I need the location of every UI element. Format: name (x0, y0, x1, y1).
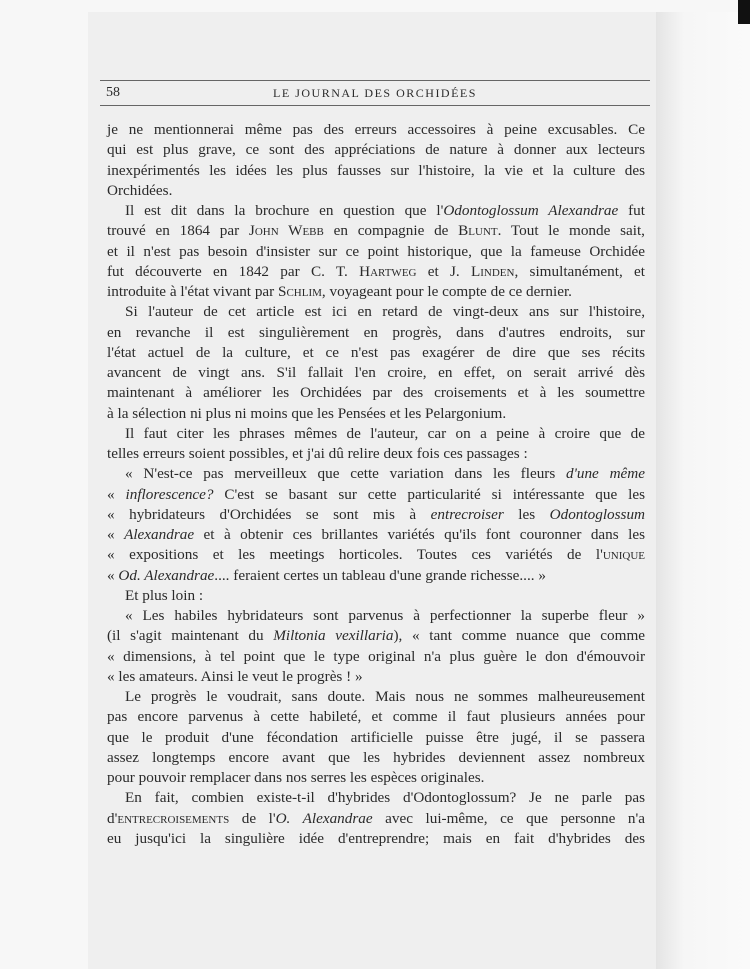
text-segment: « hybridateurs d'Orchidées se sont mis à (107, 505, 431, 523)
text-line (107, 363, 645, 383)
text-segment: « (107, 526, 125, 543)
text-line (107, 829, 645, 849)
text-segment: fut découverte en 1842 par C. T. (107, 262, 360, 280)
text-line (107, 161, 645, 181)
text-segment: « expositions et les meetings horticoles. Toutes ces variétés de l' (107, 546, 603, 564)
text-segment: « N'est-ce pas merveilleux que cette variation dans les fleurs (125, 465, 567, 483)
text-segment: je ne mentionnerai même pas des erreurs accessoires à peine excusables. Ce (107, 121, 645, 138)
italic-text: Alexandrae (124, 526, 195, 543)
text-line (107, 707, 645, 727)
italic-text: d'une même (566, 465, 645, 483)
text-segment: en revanche il est singulièrement en progrès, dans d'autres endroits, sur (107, 323, 645, 341)
small-caps-text: Hartweg (359, 262, 417, 280)
text-line (107, 566, 645, 586)
text-line (107, 262, 645, 282)
small-caps-text: Blunt (458, 222, 498, 240)
text-segment: de l' (229, 809, 276, 827)
text-segment: avancent de vingt ans. S'il fallait l'en croire, en effet, on serait arrivé dès (107, 364, 645, 381)
text-line (107, 404, 645, 424)
text-segment: « (107, 566, 119, 584)
text-line (107, 809, 645, 829)
text-segment: que le produit d'une fécondation artificielle puisse être jugé, il se passera (107, 728, 645, 746)
text-segment: « Les habiles hybridateurs sont parvenus à perfectionner la superbe fleur » (125, 607, 645, 624)
small-caps-text: Schlim (278, 283, 322, 300)
text-line (107, 485, 645, 505)
running-title: LE JOURNAL DES ORCHIDÉES (273, 86, 477, 100)
text-segment: .... feraient certes un tableau d'une grande richesse.... » (214, 566, 546, 584)
text-segment: Le progrès le voudrait, sans doute. Mais nous ne sommes malheureusement (125, 688, 645, 705)
text-segment: Si l'auteur de cet article est ici en retard de vingt-deux ans sur l'histoire, (125, 303, 645, 321)
text-segment: C'est se basant sur cette particularité si intéressante que les (213, 485, 645, 503)
page-gutter-shadow (656, 12, 750, 969)
text-line (107, 728, 645, 748)
text-segment: eu jusqu'ici la singulière idée d'entreprendre; mais en fait d'hybrides des (107, 829, 645, 847)
text-segment: assez longtemps encore avant que les hybrides deviennent assez nombreux (107, 748, 645, 766)
italic-text: entrecroiser (430, 505, 504, 523)
text-segment: . Tout le monde sait, (497, 222, 645, 240)
italic-text: Od. Alexandrae (118, 566, 215, 584)
small-caps-text: entrecroisements (117, 809, 230, 827)
text-segment: introduite à l'état vivant par (107, 283, 279, 300)
text-segment: fut (618, 202, 645, 219)
text-segment: l'état actuel de la culture, et ce n'est pas exagérer de dire que ses récits (107, 343, 645, 361)
text-segment: qui est plus grave, ce sont des appréciations de nature à donner aux lecteurs (107, 141, 645, 159)
text-line (107, 383, 645, 403)
text-line (107, 687, 645, 707)
text-line (107, 181, 645, 201)
text-line (107, 221, 645, 241)
text-segment: Il faut citer les phrases mêmes de l'auteur, car on a peine à croire que de (125, 424, 645, 442)
text-line (107, 768, 645, 788)
text-line (107, 505, 645, 525)
italic-text: O. Alexandrae (275, 809, 373, 827)
text-line (107, 667, 645, 687)
text-line (107, 242, 645, 262)
text-segment: d' (107, 809, 118, 827)
text-segment: telles erreurs soient possibles, et j'ai dû relire deux fois ces passages : (107, 445, 528, 462)
text-segment: inexpérimentés les idées les plus fausses sur l'histoire, la vie et la culture des (107, 161, 645, 179)
small-caps-text: Linden (470, 262, 515, 280)
text-line (107, 606, 645, 626)
text-segment: Et plus loin : (125, 586, 204, 604)
text-line (107, 444, 645, 464)
text-segment: en compagnie de (323, 222, 459, 240)
text-segment: maintenant à améliorer les Orchidées par des croisements et à les soumettre (107, 384, 645, 402)
header-rule-bottom (100, 105, 650, 106)
text-line (107, 282, 645, 302)
text-segment: trouvé en 1864 par (107, 222, 249, 240)
text-line (107, 626, 645, 646)
header-rule-top (100, 80, 650, 81)
text-line (107, 140, 645, 160)
scan-edge-mark (738, 0, 750, 24)
text-line (107, 788, 645, 808)
italic-text: Miltonia vexillaria (273, 627, 394, 645)
italic-text: inflorescence? (125, 485, 214, 503)
text-line (107, 525, 645, 545)
text-segment: ), « tant comme nuance que comme (393, 627, 645, 645)
italic-text: Odontoglossum Alexandrae (443, 202, 619, 219)
text-segment: pas encore parvenus à cette habileté, et comme il faut plusieurs années pour (107, 708, 645, 726)
text-segment: et à obtenir ces brillantes variétés qu'ils font couronner dans les (194, 526, 645, 543)
text-segment: avec lui-même, ce que personne n'a (372, 809, 646, 827)
text-line (107, 343, 645, 363)
text-segment: « (107, 485, 126, 503)
text-segment: et il n'est pas besoin d'insister sur ce point historique, que la fameuse Orchidée (107, 242, 645, 260)
text-line (107, 464, 645, 484)
text-line (107, 647, 645, 667)
text-line (107, 120, 645, 140)
text-line (107, 323, 645, 343)
text-segment: , simultanément, et (514, 262, 646, 280)
text-segment: et J. (416, 262, 471, 280)
text-segment: En fait, combien existe-t-il d'hybrides d'Odontoglossum? Je ne parle pas (125, 789, 645, 807)
text-line (107, 586, 645, 606)
text-line (107, 302, 645, 322)
text-line (107, 424, 645, 444)
small-caps-text: unique (602, 546, 645, 564)
text-line (107, 748, 645, 768)
text-segment: (il s'agit maintenant du (107, 627, 274, 645)
text-segment: , voyageant pour le compte de ce dernier. (321, 283, 572, 300)
page-number: 58 (106, 85, 120, 100)
text-segment: pour pouvoir remplacer dans nos serres les espèces originales. (107, 769, 485, 786)
text-segment: Il est dit dans la brochure en question que l' (125, 202, 444, 219)
italic-text: Odontoglossum (549, 505, 646, 523)
small-caps-text: John Webb (248, 222, 324, 240)
text-segment: les (503, 505, 550, 523)
text-segment: à la sélection ni plus ni moins que les Pensées et les Pelargonium. (107, 404, 507, 422)
text-segment: « dimensions, à tel point que le type original n'a plus guère le don d'émouvoir (107, 647, 645, 665)
text-segment: Orchidées. (107, 181, 173, 199)
text-line (107, 201, 645, 221)
text-line (107, 545, 645, 565)
text-segment: « les amateurs. Ainsi le veut le progrès ! » (107, 667, 363, 685)
